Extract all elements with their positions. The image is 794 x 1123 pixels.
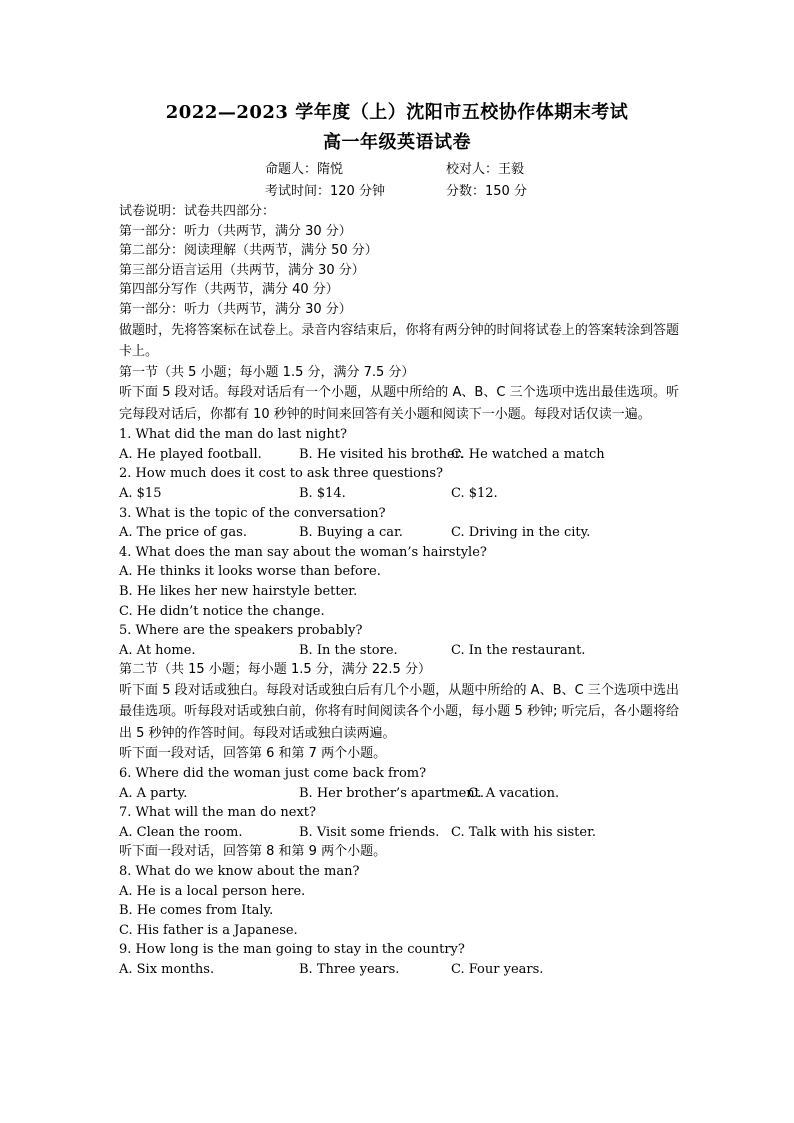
option-c: C. His father is a Japanese. <box>119 922 298 938</box>
question-text: 5. Where are the speakers probably? <box>119 623 363 639</box>
question-text: 3. What is the topic of the conversation? <box>119 505 386 521</box>
proofreader-label: 校对人：王毅 <box>446 162 525 177</box>
question-options <box>119 823 679 843</box>
exam-time: 考试时间：120 分钟 <box>265 184 385 199</box>
option-c: C. Talk with his sister. <box>451 824 597 840</box>
option-c: C. Four years. <box>451 961 544 977</box>
section2-heading: 第二节（共 15 小题；每小题 1.5 分，满分 22.5 分） <box>119 662 431 678</box>
question-text: 9. How long is the man going to stay in the country? <box>119 942 465 958</box>
option-a: A. A party. <box>119 785 188 801</box>
section1-instructions: 听下面 5 段对话。每段对话后有一个小题，从题中所给的 A、B、C 三个选项中选出最佳选项。听完每段对话后，你都有 10 秒钟的时间来回答有关小题和阅读下一小题。每段对话仅读一遍。 <box>119 385 679 422</box>
option-b: B. $14. <box>299 485 346 501</box>
option-a: A. He is a local person here. <box>119 883 306 899</box>
dialog-instruction: 听下面一段对话，回答第 8 和第 9 两个小题。 <box>119 844 387 860</box>
intro-line: 第四部分写作（共两节，满分 40 分） <box>119 282 339 298</box>
section2-instructions: 听下面 5 段对话或独白。每段对话或独白后有几个小题，从题中所给的 A、B、C 三个选项中选出最佳选项。听每段对话或独白前，你将有时间阅读各个小题，每小题 5 秒钟; 听完后，各小题将给出 5 秒钟的作答时间。每段对话或独白读两遍。 <box>119 682 679 741</box>
option-c: C. $12. <box>451 485 498 501</box>
option-c: C. In the restaurant. <box>451 642 586 658</box>
option-a: A. Six months. <box>119 961 215 977</box>
exam-score: 分数：150 分 <box>446 184 527 199</box>
question-options <box>119 960 679 980</box>
option-a: A. At home. <box>119 642 196 658</box>
option-a: A. He played football. <box>119 446 262 462</box>
option-b: B. He visited his brother. <box>299 446 464 462</box>
question-options <box>119 523 679 543</box>
dialog-instruction: 听下面一段对话，回答第 6 和第 7 两个小题。 <box>119 746 387 762</box>
intro-line: 第二部分：阅读理解（共两节，满分 50 分） <box>119 243 378 259</box>
question-text: 8. What do we know about the man? <box>119 863 360 879</box>
question-text: 7. What will the man do next? <box>119 805 316 821</box>
intro-line: 试卷说明：试卷共四部分： <box>119 204 276 219</box>
exam-title: 2022—2023 学年度（上）沈阳市五校协作体期末考试 <box>165 102 629 123</box>
question-options <box>119 484 679 504</box>
section1-heading: 第一节（共 5 小题；每小题 1.5 分，满分 7.5 分） <box>119 364 415 380</box>
exam-subtitle: 高一年级英语试卷 <box>323 132 471 153</box>
intro-line: 第一部分：听力（共两节，满分 30 分） <box>119 223 352 239</box>
question-text: 1. What did the man do last night? <box>119 427 347 443</box>
option-c: C. He watched a match <box>451 446 605 462</box>
option-b: B. He likes her new hairstyle better. <box>119 583 358 599</box>
intro-line: 第一部分：听力（共两节，满分 30 分） <box>119 301 352 317</box>
option-b: B. Buying a car. <box>299 525 403 541</box>
option-b: B. Three years. <box>299 961 400 977</box>
question-options <box>119 784 679 804</box>
question-text: 4. What does the man say about the woman’s hairstyle? <box>119 544 487 560</box>
option-a: A. $15 <box>119 485 162 501</box>
intro-line: 第三部分语言运用（共两节，满分 30 分） <box>119 262 365 278</box>
option-c: C. Driving in the city. <box>451 525 591 541</box>
author-label: 命题人：隋悦 <box>265 162 344 177</box>
question-text: 6. Where did the woman just come back from? <box>119 765 427 781</box>
question-options <box>119 445 679 465</box>
option-c: C. He didn’t notice the change. <box>119 603 325 619</box>
question-options <box>119 641 679 661</box>
option-b: B. Her brother’s apartment. <box>299 785 485 801</box>
option-a: A. He thinks it looks worse than before. <box>119 564 381 580</box>
option-b: B. He comes from Italy. <box>119 903 274 919</box>
option-b: B. Visit some friends. <box>299 824 440 840</box>
option-a: A. The price of gas. <box>119 525 247 541</box>
exam-content <box>119 202 679 980</box>
option-b: B. In the store. <box>299 642 398 658</box>
option-a: A. Clean the room. <box>119 824 243 840</box>
option-c: C. A vacation. <box>468 785 560 801</box>
question-text: 2. How much does it cost to ask three questions? <box>119 466 443 482</box>
intro-paragraph: 做题时，先将答案标在试卷上。录音内容结束后，你将有两分钟的时间将试卷上的答案转涂到答题卡上。 <box>119 322 679 360</box>
